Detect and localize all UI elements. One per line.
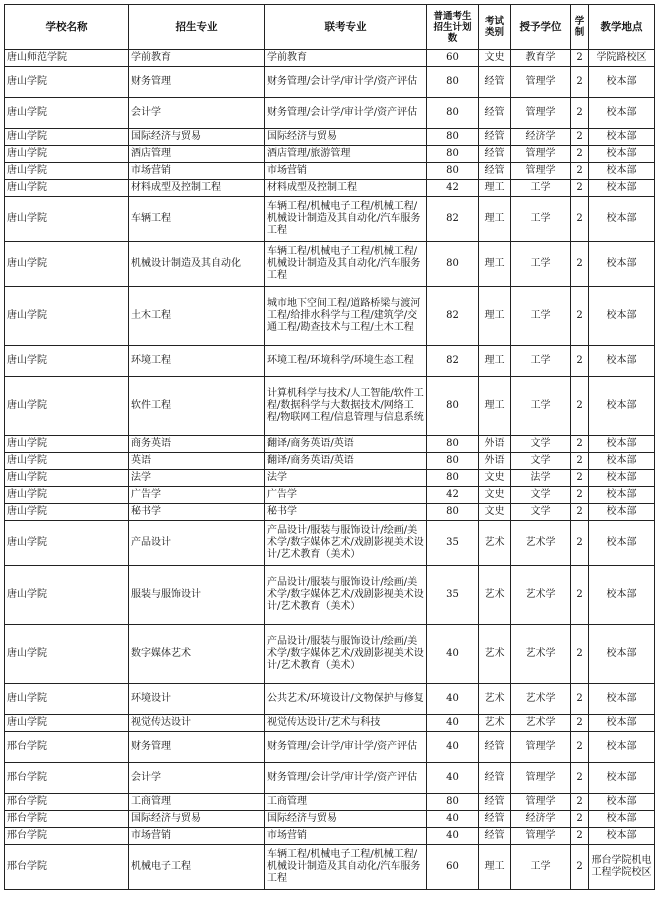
table-header-row (5, 5, 655, 50)
table-cell-major: 软件工程 (129, 377, 265, 436)
table-cell-joint: 国际经济与贸易 (265, 811, 427, 828)
table-cell-years: 2 (571, 436, 589, 453)
table-cell-school: 唐山学院 (5, 163, 129, 180)
table-row (5, 521, 655, 566)
table-cell-years: 2 (571, 845, 589, 890)
table-cell-years: 2 (571, 684, 589, 715)
table-cell-category: 外语 (479, 436, 511, 453)
table-cell-category: 理工 (479, 346, 511, 377)
table-cell-joint: 酒店管理/旅游管理 (265, 146, 427, 163)
table-cell-plan: 40 (427, 684, 479, 715)
table-row (5, 377, 655, 436)
table-cell-years: 2 (571, 625, 589, 684)
table-cell-years: 2 (571, 287, 589, 346)
table-cell-plan: 80 (427, 67, 479, 98)
table-cell-degree: 艺术学 (511, 566, 571, 625)
table-cell-degree: 艺术学 (511, 684, 571, 715)
table-row (5, 811, 655, 828)
table-cell-degree: 教育学 (511, 50, 571, 67)
table-cell-school: 邢台学院 (5, 845, 129, 890)
table-cell-plan: 80 (427, 146, 479, 163)
table-cell-category: 文史 (479, 504, 511, 521)
table-cell-major: 学前教育 (129, 50, 265, 67)
table-cell-location: 校本部 (589, 163, 655, 180)
table-cell-major: 秘书学 (129, 504, 265, 521)
table-row (5, 504, 655, 521)
table-cell-category: 经管 (479, 67, 511, 98)
table-cell-degree: 工学 (511, 180, 571, 197)
table-cell-school: 唐山学院 (5, 67, 129, 98)
table-cell-joint: 车辆工程/机械电子工程/机械工程/机械设计制造及其自动化/汽车服务工程 (265, 845, 427, 890)
table-cell-major: 会计学 (129, 98, 265, 129)
table-cell-location: 校本部 (589, 763, 655, 794)
table-row (5, 794, 655, 811)
table-cell-years: 2 (571, 732, 589, 763)
table-cell-joint: 车辆工程/机械电子工程/机械工程/机械设计制造及其自动化/汽车服务工程 (265, 242, 427, 287)
table-cell-school: 唐山学院 (5, 180, 129, 197)
table-cell-joint: 财务管理/会计学/审计学/资产评估 (265, 98, 427, 129)
table-row (5, 436, 655, 453)
table-cell-major: 数字媒体艺术 (129, 625, 265, 684)
table-cell-location: 校本部 (589, 811, 655, 828)
table-row (5, 67, 655, 98)
table-cell-category: 经管 (479, 732, 511, 763)
table-cell-degree: 管理学 (511, 794, 571, 811)
table-row (5, 845, 655, 890)
table-cell-category: 理工 (479, 197, 511, 242)
table-cell-degree: 管理学 (511, 763, 571, 794)
header-location: 教学地点 (589, 5, 655, 50)
table-cell-major: 机械设计制造及其自动化 (129, 242, 265, 287)
table-cell-location: 校本部 (589, 625, 655, 684)
table-cell-location: 校本部 (589, 684, 655, 715)
table-cell-category: 外语 (479, 453, 511, 470)
table-cell-joint: 视觉传达设计/艺术与科技 (265, 715, 427, 732)
table-cell-degree: 工学 (511, 242, 571, 287)
table-cell-plan: 82 (427, 287, 479, 346)
table-cell-years: 2 (571, 67, 589, 98)
table-cell-location: 学院路校区 (589, 50, 655, 67)
table-cell-degree: 工学 (511, 287, 571, 346)
table-cell-school: 唐山学院 (5, 146, 129, 163)
table-row (5, 763, 655, 794)
table-cell-school: 唐山学院 (5, 287, 129, 346)
table-row (5, 732, 655, 763)
table-cell-location: 校本部 (589, 377, 655, 436)
header-joint: 联考专业 (265, 5, 427, 50)
table-cell-joint: 翻译/商务英语/英语 (265, 436, 427, 453)
table-row (5, 242, 655, 287)
table-cell-major: 视觉传达设计 (129, 715, 265, 732)
table-cell-school: 唐山学院 (5, 521, 129, 566)
table-cell-school: 唐山学院 (5, 197, 129, 242)
table-cell-degree: 文学 (511, 487, 571, 504)
table-row (5, 50, 655, 67)
table-cell-plan: 60 (427, 50, 479, 67)
table-cell-degree: 管理学 (511, 98, 571, 129)
table-cell-category: 经管 (479, 828, 511, 845)
table-cell-school: 邢台学院 (5, 732, 129, 763)
table-cell-degree: 文学 (511, 453, 571, 470)
table-cell-joint: 国际经济与贸易 (265, 129, 427, 146)
table-cell-plan: 40 (427, 811, 479, 828)
table-cell-degree: 管理学 (511, 828, 571, 845)
table-cell-joint: 环境工程/环境科学/环境生态工程 (265, 346, 427, 377)
table-cell-school: 唐山学院 (5, 242, 129, 287)
table-cell-school: 唐山学院 (5, 436, 129, 453)
table-cell-plan: 80 (427, 504, 479, 521)
table-cell-years: 2 (571, 453, 589, 470)
table-cell-years: 2 (571, 504, 589, 521)
table-cell-category: 艺术 (479, 521, 511, 566)
table-cell-school: 唐山学院 (5, 346, 129, 377)
table-cell-location: 校本部 (589, 794, 655, 811)
table-row (5, 346, 655, 377)
table-cell-plan: 80 (427, 794, 479, 811)
table-cell-years: 2 (571, 197, 589, 242)
table-cell-category: 经管 (479, 811, 511, 828)
table-cell-school: 邢台学院 (5, 794, 129, 811)
header-years: 学制 (571, 5, 589, 50)
table-cell-years: 2 (571, 521, 589, 566)
table-cell-major: 市场营销 (129, 163, 265, 180)
header-degree: 授予学位 (511, 5, 571, 50)
table-cell-joint: 城市地下空间工程/道路桥梁与渡河工程/给排水科学与工程/建筑学/交通工程/勘查技术与工程/土木工程 (265, 287, 427, 346)
table-cell-school: 唐山学院 (5, 625, 129, 684)
table-cell-location: 校本部 (589, 828, 655, 845)
table-cell-major: 财务管理 (129, 67, 265, 98)
table-cell-joint: 秘书学 (265, 504, 427, 521)
table-cell-joint: 材料成型及控制工程 (265, 180, 427, 197)
table-row (5, 625, 655, 684)
table-cell-major: 会计学 (129, 763, 265, 794)
table-cell-joint: 产品设计/服装与服饰设计/绘画/美术学/数字媒体艺术/戏剧影视美术设计/艺术教育（美术） (265, 625, 427, 684)
table-cell-major: 产品设计 (129, 521, 265, 566)
table-cell-years: 2 (571, 242, 589, 287)
table-cell-school: 唐山学院 (5, 129, 129, 146)
table-cell-years: 2 (571, 794, 589, 811)
table-cell-major: 酒店管理 (129, 146, 265, 163)
table-cell-category: 经管 (479, 146, 511, 163)
table-cell-joint: 广告学 (265, 487, 427, 504)
header-major: 招生专业 (129, 5, 265, 50)
table-cell-location: 校本部 (589, 346, 655, 377)
table-cell-location: 校本部 (589, 129, 655, 146)
table-cell-plan: 40 (427, 732, 479, 763)
table-cell-major: 广告学 (129, 487, 265, 504)
table-cell-years: 2 (571, 163, 589, 180)
table-cell-category: 文史 (479, 470, 511, 487)
table-cell-category: 艺术 (479, 684, 511, 715)
table-cell-major: 机械电子工程 (129, 845, 265, 890)
table-cell-years: 2 (571, 470, 589, 487)
table-row (5, 684, 655, 715)
table-cell-years: 2 (571, 377, 589, 436)
table-cell-years: 2 (571, 180, 589, 197)
table-row (5, 163, 655, 180)
table-cell-years: 2 (571, 566, 589, 625)
table-cell-category: 理工 (479, 242, 511, 287)
table-cell-degree: 法学 (511, 470, 571, 487)
table-cell-plan: 80 (427, 129, 479, 146)
table-cell-major: 法学 (129, 470, 265, 487)
table-cell-school: 唐山学院 (5, 377, 129, 436)
table-cell-location: 校本部 (589, 470, 655, 487)
table-cell-joint: 财务管理/会计学/审计学/资产评估 (265, 67, 427, 98)
table-cell-category: 理工 (479, 287, 511, 346)
table-cell-degree: 经济学 (511, 129, 571, 146)
table-cell-school: 邢台学院 (5, 763, 129, 794)
table-cell-category: 理工 (479, 845, 511, 890)
table-cell-plan: 80 (427, 98, 479, 129)
table-row (5, 197, 655, 242)
header-plan: 普通考生招生计划数 (427, 5, 479, 50)
table-row (5, 487, 655, 504)
table-cell-joint: 财务管理/会计学/审计学/资产评估 (265, 763, 427, 794)
table-cell-category: 经管 (479, 794, 511, 811)
table-cell-major: 材料成型及控制工程 (129, 180, 265, 197)
admissions-table (4, 4, 655, 890)
table-cell-category: 艺术 (479, 715, 511, 732)
table-cell-category: 理工 (479, 180, 511, 197)
table-cell-degree: 工学 (511, 377, 571, 436)
table-cell-location: 校本部 (589, 98, 655, 129)
table-cell-location: 邢台学院机电工程学院校区 (589, 845, 655, 890)
table-cell-joint: 学前教育 (265, 50, 427, 67)
table-cell-location: 校本部 (589, 504, 655, 521)
table-cell-degree: 管理学 (511, 67, 571, 98)
table-cell-plan: 80 (427, 470, 479, 487)
table-cell-years: 2 (571, 129, 589, 146)
table-cell-major: 环境设计 (129, 684, 265, 715)
table-cell-plan: 80 (427, 163, 479, 180)
table-cell-degree: 艺术学 (511, 521, 571, 566)
table-cell-category: 经管 (479, 163, 511, 180)
table-cell-years: 2 (571, 763, 589, 794)
table-cell-category: 经管 (479, 763, 511, 794)
table-row (5, 287, 655, 346)
table-cell-category: 经管 (479, 98, 511, 129)
table-cell-location: 校本部 (589, 487, 655, 504)
table-cell-plan: 42 (427, 180, 479, 197)
table-cell-major: 市场营销 (129, 828, 265, 845)
table-cell-degree: 文学 (511, 436, 571, 453)
table-cell-major: 车辆工程 (129, 197, 265, 242)
table-cell-school: 唐山学院 (5, 504, 129, 521)
header-school: 学校名称 (5, 5, 129, 50)
table-cell-degree: 工学 (511, 346, 571, 377)
table-cell-plan: 40 (427, 828, 479, 845)
table-row (5, 715, 655, 732)
table-cell-category: 理工 (479, 377, 511, 436)
table-cell-joint: 计算机科学与技术/人工智能/软件工程/数据科学与大数据技术/网络工程/物联网工程/信息管理与信息系统 (265, 377, 427, 436)
table-cell-years: 2 (571, 811, 589, 828)
table-cell-years: 2 (571, 98, 589, 129)
table-cell-joint: 市场营销 (265, 163, 427, 180)
table-cell-degree: 工学 (511, 845, 571, 890)
table-cell-degree: 管理学 (511, 146, 571, 163)
table-cell-location: 校本部 (589, 180, 655, 197)
table-cell-location: 校本部 (589, 732, 655, 763)
table-cell-joint: 车辆工程/机械电子工程/机械工程/机械设计制造及其自动化/汽车服务工程 (265, 197, 427, 242)
table-cell-joint: 产品设计/服装与服饰设计/绘画/美术学/数字媒体艺术/戏剧影视美术设计/艺术教育（美术） (265, 521, 427, 566)
table-cell-major: 国际经济与贸易 (129, 129, 265, 146)
table-cell-plan: 40 (427, 715, 479, 732)
table-cell-location: 校本部 (589, 146, 655, 163)
table-row (5, 566, 655, 625)
table-cell-plan: 80 (427, 436, 479, 453)
table-cell-location: 校本部 (589, 453, 655, 470)
table-cell-location: 校本部 (589, 287, 655, 346)
table-cell-degree: 文学 (511, 504, 571, 521)
table-cell-joint: 工商管理 (265, 794, 427, 811)
table-cell-degree: 艺术学 (511, 625, 571, 684)
table-cell-degree: 工学 (511, 197, 571, 242)
table-cell-years: 2 (571, 146, 589, 163)
table-cell-school: 邢台学院 (5, 811, 129, 828)
table-cell-degree: 管理学 (511, 163, 571, 180)
table-row (5, 146, 655, 163)
table-row (5, 129, 655, 146)
table-cell-major: 英语 (129, 453, 265, 470)
table-cell-years: 2 (571, 50, 589, 67)
table-cell-years: 2 (571, 715, 589, 732)
table-cell-location: 校本部 (589, 197, 655, 242)
table-cell-plan: 82 (427, 346, 479, 377)
table-cell-category: 文史 (479, 50, 511, 67)
table-cell-major: 国际经济与贸易 (129, 811, 265, 828)
table-cell-degree: 经济学 (511, 811, 571, 828)
table-cell-school: 唐山学院 (5, 566, 129, 625)
table-cell-major: 工商管理 (129, 794, 265, 811)
table-cell-location: 校本部 (589, 566, 655, 625)
table-cell-location: 校本部 (589, 436, 655, 453)
table-row (5, 470, 655, 487)
table-row (5, 453, 655, 470)
table-cell-degree: 管理学 (511, 732, 571, 763)
table-cell-school: 唐山师范学院 (5, 50, 129, 67)
table-cell-plan: 40 (427, 763, 479, 794)
table-row (5, 180, 655, 197)
table-cell-plan: 80 (427, 242, 479, 287)
table-cell-category: 经管 (479, 129, 511, 146)
table-cell-school: 唐山学院 (5, 487, 129, 504)
table-cell-plan: 40 (427, 625, 479, 684)
table-cell-major: 商务英语 (129, 436, 265, 453)
table-cell-plan: 35 (427, 521, 479, 566)
table-cell-school: 唐山学院 (5, 98, 129, 129)
table-cell-school: 唐山学院 (5, 684, 129, 715)
header-category: 考试类别 (479, 5, 511, 50)
table-cell-joint: 产品设计/服装与服饰设计/绘画/美术学/数字媒体艺术/戏剧影视美术设计/艺术教育（美术） (265, 566, 427, 625)
table-cell-category: 艺术 (479, 625, 511, 684)
table-row (5, 828, 655, 845)
table-cell-major: 环境工程 (129, 346, 265, 377)
table-cell-joint: 市场营销 (265, 828, 427, 845)
table-cell-joint: 财务管理/会计学/审计学/资产评估 (265, 732, 427, 763)
table-cell-plan: 42 (427, 487, 479, 504)
table-cell-plan: 35 (427, 566, 479, 625)
table-cell-location: 校本部 (589, 715, 655, 732)
table-cell-major: 土木工程 (129, 287, 265, 346)
table-cell-plan: 80 (427, 453, 479, 470)
table-cell-school: 唐山学院 (5, 453, 129, 470)
table-cell-major: 服装与服饰设计 (129, 566, 265, 625)
table-cell-major: 财务管理 (129, 732, 265, 763)
table-cell-location: 校本部 (589, 67, 655, 98)
table-cell-joint: 法学 (265, 470, 427, 487)
table-cell-school: 唐山学院 (5, 715, 129, 732)
table-cell-category: 艺术 (479, 566, 511, 625)
table-cell-years: 2 (571, 487, 589, 504)
table-cell-years: 2 (571, 828, 589, 845)
table-cell-plan: 80 (427, 377, 479, 436)
table-cell-degree: 艺术学 (511, 715, 571, 732)
table-cell-school: 邢台学院 (5, 828, 129, 845)
table-cell-plan: 82 (427, 197, 479, 242)
table-cell-location: 校本部 (589, 242, 655, 287)
table-row (5, 98, 655, 129)
table-cell-school: 唐山学院 (5, 470, 129, 487)
table-cell-location: 校本部 (589, 521, 655, 566)
table-cell-category: 文史 (479, 487, 511, 504)
table-cell-years: 2 (571, 346, 589, 377)
table-cell-plan: 60 (427, 845, 479, 890)
table-cell-joint: 翻译/商务英语/英语 (265, 453, 427, 470)
table-cell-joint: 公共艺术/环境设计/文物保护与修复 (265, 684, 427, 715)
